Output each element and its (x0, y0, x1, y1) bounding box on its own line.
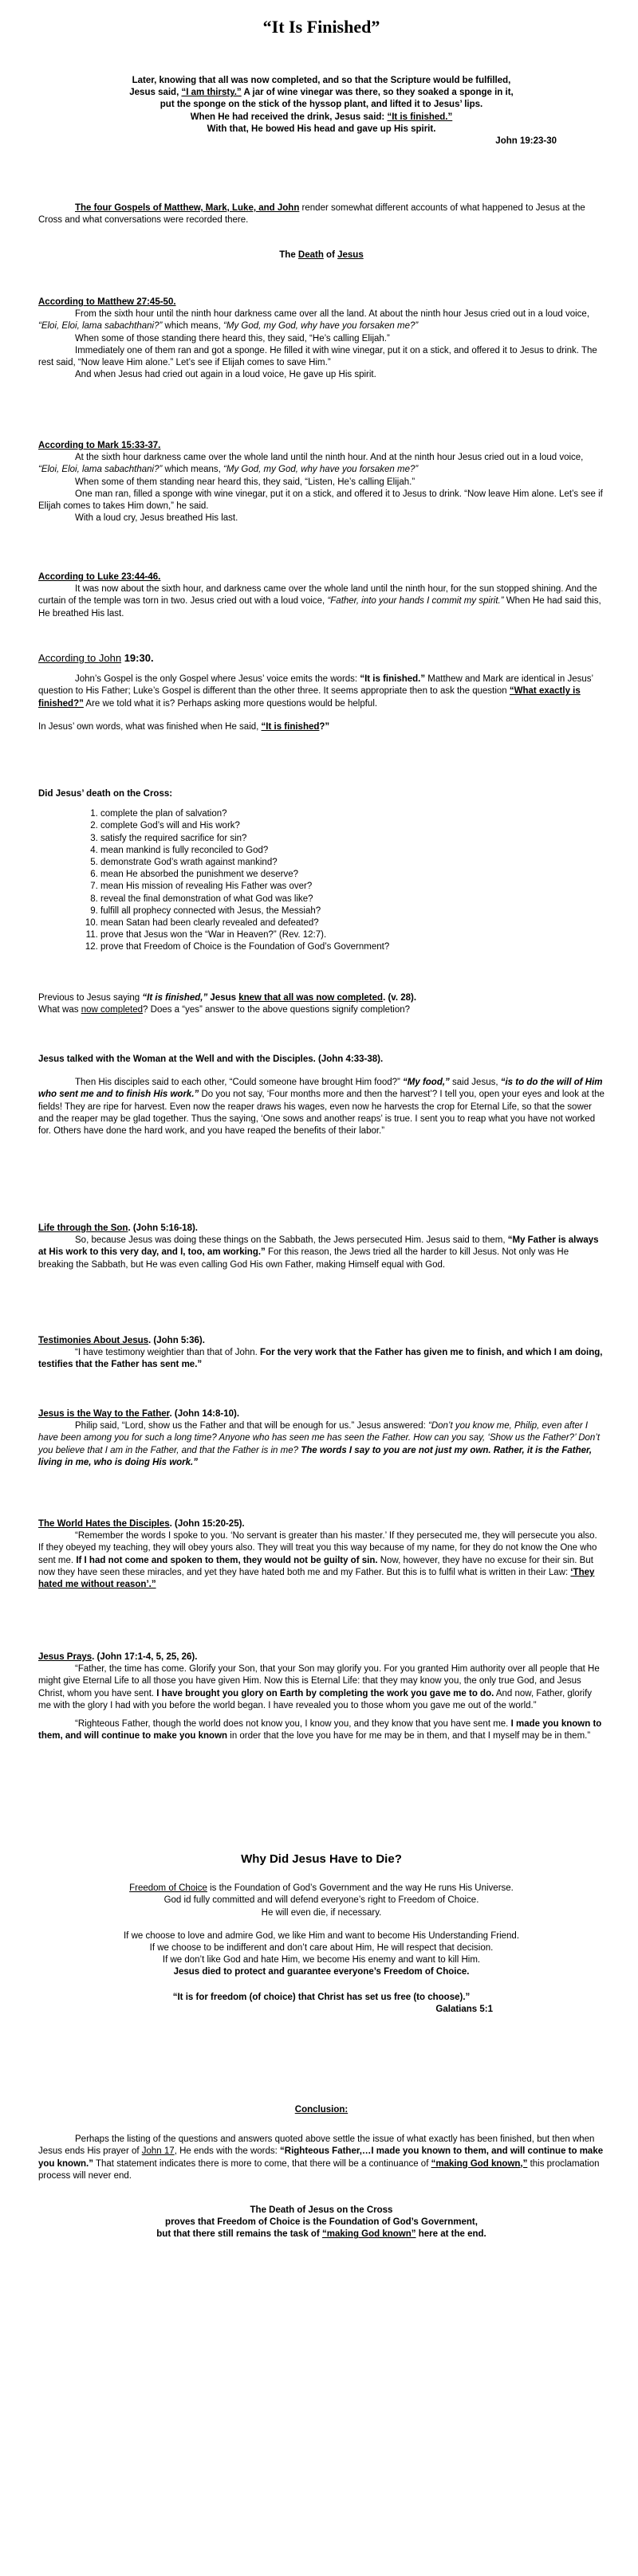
text: which means, (162, 465, 224, 475)
son-heading (38, 1223, 605, 1235)
text: “Righteous Father, though the world does not know you, I know you, and they know that you have sent me. (75, 1719, 511, 1730)
text: “Righteous Father,…I made you known to them, and will continue to make you known.” (38, 2146, 604, 2169)
text: At the sixth hour darkness came over the whole land until the ninth hour. And at the ninth hour Jesus cried out in a loud voice, (75, 453, 584, 463)
text: Previous to Jesus saying (38, 993, 143, 1003)
text: “My God, my God, why have you forsaken me?” (223, 321, 419, 332)
text: “My food,” (403, 1078, 450, 1088)
way-p1 (38, 1420, 605, 1469)
text: So, because Jesus was doing these things on the Sabbath, the Jews persecuted Him. Jesus said to them, (75, 1235, 508, 1246)
text: but that there still remains the task of (156, 2229, 322, 2240)
text: . (John 5:36). (148, 1336, 205, 1345)
conclusion-section (38, 2104, 605, 2241)
text: “I have testimony weightier than that of John. (75, 1348, 261, 1358)
prays-p2 (38, 1718, 605, 1742)
text: ? Does a “yes” answer to the above questions signify completion? (143, 1005, 411, 1015)
text: “What exactly is finished?” (38, 686, 581, 709)
matthew-p1 (38, 308, 605, 332)
text: According to (38, 652, 99, 664)
text: “My God, my God, why have you forsaken me?” (223, 465, 419, 475)
matthew-p4: And when Jesus had cried out again in a loud voice, He gave up His spirit. (75, 370, 376, 380)
matthew-p3: Immediately one of them ran and got a sponge. He filled it with wine vinegar, put it on a stick, and offered it to Jesus to drink. The rest said, “Now leave Him alone.” Let’s see if Elijah comes to save Him.” (38, 345, 597, 368)
why-line-3: He will even die, if necessary. (261, 1907, 382, 1918)
it-is-finished-quote: “It is finished.” (387, 112, 453, 122)
text: “It is finished,” (142, 993, 208, 1003)
mark-p3: One man ran, filled a sponge with wine vinegar, put it on a stick, and offered it to Jesus to drink. “Now leave Him alone. Let’s see if Elijah comes to takes Him down,” he said. (38, 489, 603, 512)
son-section (38, 1223, 605, 1271)
testimonies-heading (38, 1335, 605, 1347)
woman-section (38, 1054, 605, 1137)
matthew-p2: When some of those standing there heard this, they said, “He’s calling Elijah.” (75, 333, 390, 344)
prays-heading (38, 1651, 605, 1663)
text: John’s Gospel is the only Gospel where Jesus’ voice emits the words: (75, 674, 360, 685)
galatians-quote: “It is for freedom (of choice) that Christ has set us free (to choose).” (172, 1992, 471, 2002)
text: said Jesus, (449, 1078, 501, 1088)
woman-p1 (38, 1077, 605, 1137)
text: John 17 (141, 2146, 175, 2157)
text: “Father, into your hands I commit my spirit.” (327, 596, 504, 607)
text: is the Foundation of God’s Government and the way He runs His Universe. (207, 1883, 514, 1894)
text: which means, (162, 321, 224, 332)
mark-heading: According to Mark 15:33-37. (38, 441, 161, 450)
text: “Eloi, Eloi, lama sabachthani?” (38, 465, 163, 475)
luke-p1 (38, 583, 605, 620)
list-item: 6. mean He absorbed the punishment we deserve? (100, 869, 605, 881)
matthew-section (38, 296, 605, 381)
text: From the sixth hour until the ninth hour darkness came over all the land. At about the ninth hour Jesus cried out in a loud voice, (75, 309, 590, 320)
text: If I had not come and spoken to them, they would not be guilty of sin. (76, 1555, 378, 1565)
list-item: 8. reveal the final demonstration of what God was like? (100, 893, 605, 905)
text: “Father, the time has come. Glorify your Son, that your Son may glorify you. For you granted Him authority over all people that He might give Eternal Life to all those you have given Him. Now this is Eternal Life: that they may know you, the only true God, and Jesus Christ, whom you have sent. (38, 1664, 600, 1698)
final-line-1: The Death of Jesus on the Cross (250, 2205, 393, 2216)
heading-word: Jesus (337, 250, 364, 260)
intro-reference: John 19:23-30 (495, 136, 557, 147)
text: The World Hates the Disciples (38, 1519, 170, 1529)
text: Then His disciples said to each other, “Could someone have brought Him food?” (75, 1078, 404, 1088)
page-title: “It Is Finished” (262, 17, 380, 37)
mark-p1 (38, 452, 605, 476)
john-section (38, 652, 605, 733)
hates-section (38, 1518, 605, 1591)
text: “My Father is always at His work to this very day, and I, too, am working.” (38, 1235, 599, 1258)
prays-p1 (38, 1663, 605, 1712)
intro-text: When He had received the drink, Jesus said: (190, 112, 388, 122)
text: Matthew and Mark are identical in Jesus’ question to His Father; Luke’s Gospel is different than the other three. It seems appropriate then to ask the question (38, 674, 593, 697)
why-line-1 (38, 1883, 605, 1895)
text: 19:30. (121, 652, 154, 664)
text: “It is finished.” (360, 674, 426, 685)
gospels-lead: The four Gospels of Matthew, Mark, Luke, and John (75, 203, 300, 213)
intro-line-4 (38, 112, 605, 124)
intro-line-5: With that, He bowed His head and gave up His spirit. (207, 124, 436, 134)
text: in order that the love you have for me may be in them, and that I myself may be in them.” (227, 1731, 591, 1742)
list-item: 5. demonstrate God’s wrath against mankind? (100, 857, 605, 869)
why-line-7: Jesus died to protect and guarantee everyone’s Freedom of Choice. (173, 1967, 470, 1977)
text: In Jesus’ own words, what was finished when He said, (38, 721, 262, 732)
list-item: 1. complete the plan of salvation? (100, 808, 605, 820)
text: Jesus is the Way to the Father (38, 1409, 170, 1419)
why-line-6: If we don’t like God and hate Him, we become His enemy and want to kill Him. (162, 1955, 481, 1965)
text: Perhaps the listing of the questions and answers quoted above settle the issue of what exactly has been finished, but then when Jesus ends His prayer of (38, 2134, 595, 2157)
intro-line-2 (38, 87, 605, 99)
text: “It is finished (261, 721, 320, 732)
hates-heading (38, 1518, 605, 1530)
son-p1 (38, 1235, 605, 1271)
text: “Eloi, Eloi, lama sabachthani?” (38, 321, 163, 332)
text: ?” (319, 721, 330, 732)
why-line-5: If we choose to be indifferent and don’t care about Him, He will respect that decision. (149, 1943, 494, 1954)
text: I made you known to them, and will continue to make you known (38, 1719, 602, 1742)
text: John (98, 652, 122, 664)
text: Now, however, they have no excuse for their sin. But now they have seen these miracles, and yet they have hated both me and my Father. But this is to fulfil what is written in their Law: (38, 1555, 593, 1577)
way-heading (38, 1408, 605, 1420)
text: this proclamation process will never end. (38, 2158, 600, 2181)
text: here at the end. (415, 2229, 486, 2240)
list-item: 12. prove that Freedom of Choice is the Foundation of God’s Government? (100, 941, 605, 953)
heading-word: Death (297, 250, 324, 260)
text: . (John 17:1-4, 5, 25, 26). (92, 1652, 198, 1662)
text: Philip said, “Lord, show us the Father and that will be enough for us.” Jesus answered: (75, 1421, 428, 1431)
conclusion-heading: Conclusion: (294, 2105, 349, 2115)
text: , He ends with the words: (174, 2146, 281, 2157)
text: “making God known” (321, 2229, 416, 2240)
i-am-thirsty-quote: “I am thirsty.” (181, 88, 242, 98)
john-p1 (38, 673, 605, 710)
final-line-2: proves that Freedom of Choice is the Foundation of God’s Government, (165, 2217, 478, 2228)
woman-heading: Jesus talked with the Woman at the Well and with the Disciples. (John 4:33-38). (38, 1054, 384, 1064)
title-block (38, 17, 605, 37)
mark-section (38, 440, 605, 524)
text: I have brought you glory on Earth by completing the work you gave me to do. (156, 1688, 494, 1698)
galatians-reference: Galatians 5:1 (435, 2004, 493, 2014)
john-heading (38, 652, 605, 664)
text: “Don’t you know me, Philip, even after I have been among you for such a long time? Anyone who has seen me has seen the Father. How can you say, ‘Show us the Father?’ Don’t you believe that I am in the Father, and that the Father is in me? (38, 1421, 601, 1455)
text: now completed (81, 1005, 144, 1015)
intro-passage (38, 75, 605, 147)
list-item: 7. mean His mission of revealing His Father was over? (100, 881, 605, 893)
text: “Remember the words I spoke to you. ‘No servant is greater than his master.’ If they persecuted me, they will persecute you also. If they obeyed my teaching, they will obey yours also. They will treat you this way because of my name, for they do not know the One who sent me. (38, 1531, 597, 1565)
list-item: 3. satisfy the required sacrifice for sin? (100, 833, 605, 845)
text: knew that all was now completed (238, 993, 384, 1003)
text: The words I say to you are not just my own. Rather, it is the Father, living in me, who is doing His work.” (38, 1445, 593, 1467)
final-statement (38, 2205, 605, 2241)
matthew-heading: According to Matthew 27:45-50. (38, 297, 176, 307)
text: Testimonies About Jesus (38, 1336, 149, 1345)
intro-line-1: Later, knowing that all was now completed, and so that the Scripture would be fulfilled, (132, 76, 511, 85)
why-heading: Why Did Jesus Have to Die? (241, 1852, 402, 1866)
conclusion-p1 (38, 2134, 605, 2182)
text: For this reason, the Jews tried all the harder to kill Jesus. Not only was He breaking the Sabbath, but He was even calling God His own Father, making Himself equal with God. (38, 1247, 569, 1270)
testimonies-p1 (38, 1347, 605, 1371)
john-p2 (38, 721, 605, 733)
text: . (John 14:8-10). (169, 1409, 240, 1419)
text: Freedom of Choice (129, 1883, 207, 1894)
list-item: 9. fulfill all prophecy connected with Jesus, the Messiah? (100, 905, 605, 917)
mark-p2: When some of them standing near heard this, they said, “Listen, He’s calling Elijah.” (75, 477, 415, 487)
intro-text: Jesus said, (129, 88, 182, 98)
text: . (v. 28). (383, 993, 417, 1003)
text: Do you not say, ‘Four months more and then the harvest’? I tell you, open your eyes and look at the fields! They are ripe for harvest. Even now the reaper draws his wages, even now he harvests the crop for Eternal Life, so that the sower and the reaper may be glad together. Thus the saying, ‘One sows and another reaps’ is true. I sent you to reap what you have not worked for. Others have done the hard work, and you have reaped the benefits of their labor.” (38, 1090, 605, 1137)
why-section (38, 1853, 605, 2016)
text: Are we told what it is? Perhaps asking more questions would be helpful. (83, 698, 378, 709)
hates-p1 (38, 1530, 605, 1591)
heading-word: The (279, 250, 298, 260)
gospels-text: render somewhat different accounts of what happened to Jesus at the Cross and what conversations were recorded there. (38, 203, 585, 226)
list-item: 2. complete God’s will and His work? (100, 820, 605, 832)
text: “making God known,” (431, 2158, 528, 2169)
previous-line-1 (38, 992, 605, 1004)
mark-p4: With a loud cry, Jesus breathed His last. (75, 513, 238, 524)
text: . (John 5:16-18). (128, 1223, 198, 1233)
why-line-4: If we choose to love and admire God, we like Him and want to become His Understanding Friend. (123, 1930, 520, 1941)
text: Jesus (207, 993, 239, 1003)
text: Life through the Son (38, 1223, 128, 1233)
text: It was now about the sixth hour, and darkness came over the whole land until the ninth hour, for the sun stopped shining. And the curtain of the temple was torn in two. Jesus cried out with a loud voice, (38, 584, 597, 607)
luke-section (38, 571, 605, 620)
text: For the very work that the Father has given me to finish, and which I am doing, testifies that the Father has sent me.” (38, 1348, 603, 1370)
text: What was (38, 1005, 81, 1015)
luke-heading: According to Luke 23:44-46. (38, 572, 161, 582)
gospels-paragraph (38, 202, 605, 226)
prays-section (38, 1651, 605, 1742)
list-item: 10. mean Satan had been clearly revealed and defeated? (100, 917, 605, 929)
previous-section (38, 992, 605, 1016)
heading-word: of (323, 250, 338, 260)
text: That statement indicates there is more to come, that there will be a continuance of (93, 2158, 431, 2169)
final-line-3 (38, 2228, 605, 2240)
text: . (John 15:20-25). (169, 1519, 245, 1529)
list-item: 4. mean mankind is fully reconciled to God? (100, 845, 605, 857)
previous-line-2 (38, 1004, 605, 1016)
text: And now, Father, glorify me with the glory I had with you before the world began. I have revealed you to those whom you gave me out of the world.” (38, 1688, 593, 1710)
text: Jesus Prays (38, 1652, 93, 1662)
text: ‘They hated me without reason’.” (38, 1567, 595, 1590)
questions-section (38, 788, 605, 954)
death-heading (38, 249, 605, 261)
text: When He had said this, He breathed His last. (38, 596, 601, 618)
questions-heading: Did Jesus’ death on the Cross: (38, 789, 173, 799)
intro-line-3: put the sponge on the stick of the hyssop plant, and lifted it to Jesus’ lips. (160, 100, 483, 110)
testimonies-section (38, 1335, 605, 1372)
intro-text: A jar of wine vinegar was there, so they soaked a sponge in it, (241, 88, 514, 98)
text: “is to do the will of Him who sent me and to finish His work.” (38, 1078, 603, 1100)
way-section (38, 1408, 605, 1469)
questions-list (38, 808, 605, 953)
list-item: 11. prove that Jesus won the “War in Heaven?” (Rev. 12:7). (100, 929, 605, 941)
why-line-2: God id fully committed and will defend everyone’s right to Freedom of Choice. (163, 1895, 479, 1906)
